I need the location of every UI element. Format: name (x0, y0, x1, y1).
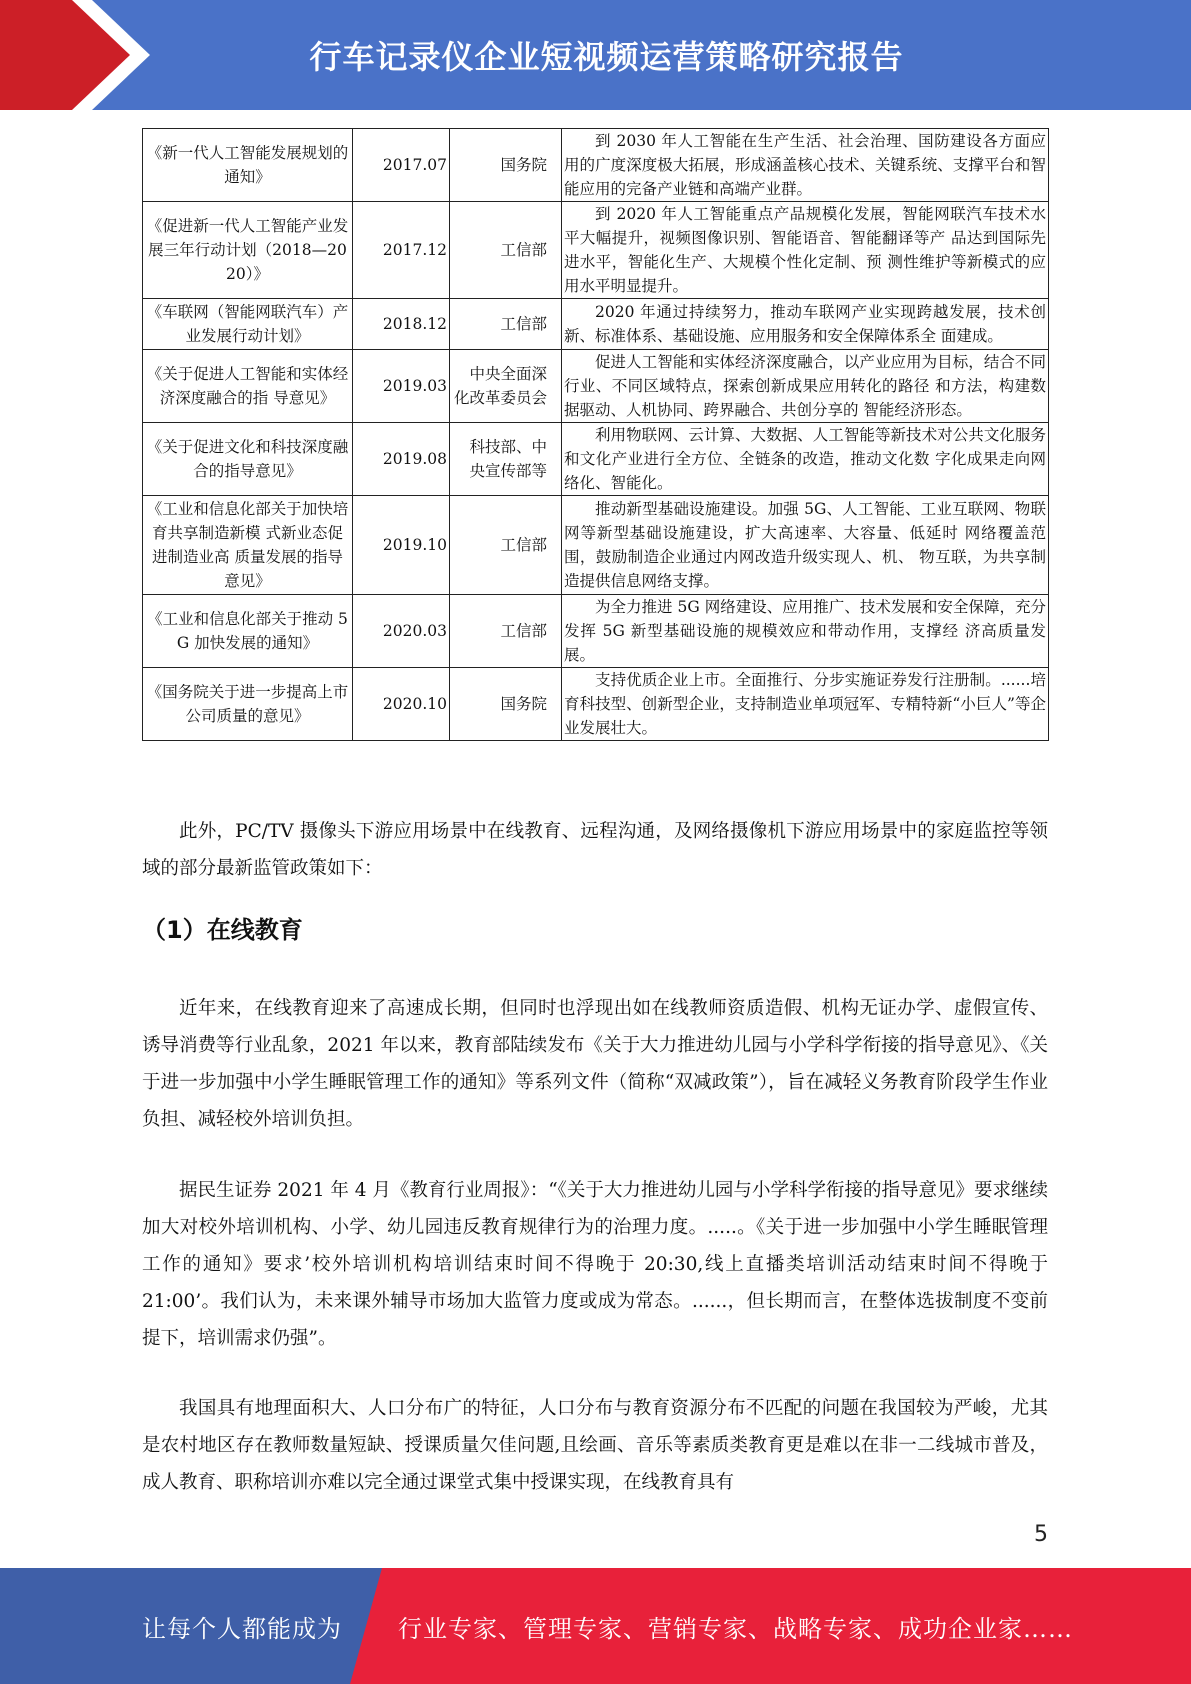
paragraph-block-3 (142, 1390, 1048, 1501)
policy-issuer: 工信部 (450, 595, 562, 668)
policy-date: 2019.10 (353, 496, 450, 595)
policy-date: 2020.03 (353, 595, 450, 668)
policy-date: 2019.03 (353, 350, 450, 423)
table-row (143, 350, 1049, 423)
footer-slogan-left: 让每个人都能成为 (142, 1614, 342, 1643)
policy-content: 到 2030 年人工智能在生产生活、社会治理、国防建设各方面应用的广度深度极大拓展，形成涵盖核心技术、关键系统、支撑平台和智能应用的完备产业链和高端产业群。 (562, 129, 1049, 202)
section-heading: （1）在线教育 (142, 916, 303, 944)
policy-name: 《工业和信息化部关于推动 5G 加快发展的通知》 (143, 595, 353, 668)
policy-issuer: 科技部、中 央宣传部等 (450, 423, 562, 496)
policy-issuer: 国务院 (450, 129, 562, 202)
intro-paragraph: 此外，PC/TV 摄像头下游应用场景中在线教育、远程沟通，及网络摄像机下游应用场景中的家庭监控等领域的部分最新监管政策如下： (142, 821, 1048, 879)
table-row (143, 129, 1049, 202)
policy-name: 《国务院关于进一步提高上市公司质量的意见》 (143, 668, 353, 741)
policy-name: 《工业和信息化部关于加快培育共享制造新模 式新业态促进制造业高 质量发展的指导意见》 (143, 496, 353, 595)
table-row (143, 299, 1049, 350)
policy-date: 2018.12 (353, 299, 450, 350)
policy-date: 2019.08 (353, 423, 450, 496)
policy-table (142, 128, 1049, 741)
page-header (0, 0, 1191, 110)
paragraph-block-2 (142, 1172, 1048, 1357)
policy-issuer: 工信部 (450, 299, 562, 350)
policy-content: 2020 年通过持续努力，推动车联网产业实现跨越发展，技术创新、标准体系、基础设施、应用服务和安全保障体系全 面建成。 (562, 299, 1049, 350)
policy-content: 促进人工智能和实体经济深度融合，以产业应用为目标，结合不同行业、不同区域特点，探索创新成果应用转化的路径 和方法，构建数据驱动、人机协同、跨界融合、共创分享的 智能经济形态。 (562, 350, 1049, 423)
footer-slogan-right: 行业专家、管理专家、营销专家、战略专家、成功企业家…… (398, 1614, 1073, 1643)
intro-block (142, 813, 1048, 887)
table-row (143, 496, 1049, 595)
policy-issuer: 工信部 (450, 496, 562, 595)
policy-content: 到 2020 年人工智能重点产品规模化发展，智能网联汽车技术水平大幅提升，视频图像识别、智能语音、智能翻译等产 品达到国际先进水平，智能化生产、大规模个性化定制、预 测性维护等新模式的应用水平明显提升。 (562, 202, 1049, 299)
page-footer (0, 1568, 1191, 1684)
policy-content: 推动新型基础设施建设。加强 5G、人工智能、工业互联网、物联网等新型基础设施建设，扩大高速率、大容量、低延时 网络覆盖范围，鼓励制造企业通过内网改造升级实现人、机、 物互联，为共享制造提供信息网络支撑。 (562, 496, 1049, 595)
table-row (143, 668, 1049, 741)
table-row (143, 595, 1049, 668)
page-number: 5 (1034, 1522, 1048, 1547)
policy-name: 《关于促进文化和科技深度融合的指导意见》 (143, 423, 353, 496)
policy-content: 支持优质企业上市。全面推行、分步实施证券发行注册制。......培育科技型、创新型企业，支持制造业单项冠军、专精特新“小巨人”等企业发展壮大。 (562, 668, 1049, 741)
paragraph-block-1 (142, 990, 1048, 1138)
table-row (143, 423, 1049, 496)
body-paragraph: 近年来，在线教育迎来了高速成长期，但同时也浮现出如在线教师资质造假、机构无证办学、虚假宣传、诱导消费等行业乱象，2021 年以来，教育部陆续发布《关于大力推进幼儿园与小学科学衔接的指导意见》、《关于进一步加强中小学生睡眠管理工作的通知》等系列文件（简称“双减政策”），旨在减轻义务教育阶段学生作业负担、减轻校外培训负担。 (142, 998, 1048, 1130)
policy-issuer: 工信部 (450, 202, 562, 299)
document-title: 行车记录仪企业短视频运营策略研究报告 (309, 38, 904, 76)
policy-content: 为全力推进 5G 网络建设、应用推广、技术发展和安全保障，充分发挥 5G 新型基础设施的规模效应和带动作用，支撑经 济高质量发展。 (562, 595, 1049, 668)
policy-date: 2017.07 (353, 129, 450, 202)
policy-name: 《促进新一代人工智能产业发展三年行动计划（2018—2020）》 (143, 202, 353, 299)
policy-issuer: 国务院 (450, 668, 562, 741)
table-row (143, 202, 1049, 299)
body-paragraph: 我国具有地理面积大、人口分布广的特征，人口分布与教育资源分布不匹配的问题在我国较为严峻，尤其是农村地区存在教师数量短缺、授课质量欠佳问题,且绘画、音乐等素质类教育更是难以在非一二线城市普及，成人教育、职称培训亦难以完全通过课堂式集中授课实现，在线教育具有 (142, 1398, 1048, 1493)
policy-issuer: 中央全面深 化改革委员会 (450, 350, 562, 423)
policy-name: 《车联网（智能网联汽车）产业发展行动计划》 (143, 299, 353, 350)
body-paragraph: 据民生证券 2021 年 4 月《教育行业周报》：“《关于大力推进幼儿园与小学科学衔接的指导意见》要求继续加大对校外培训机构、小学、幼儿园违反教育规律行为的治理力度。.....。《关于进一步加强中小学生睡眠管理工作的通知》要求’校外培训机构培训结束时间不得晚于 20:30,线上直播类培训活动结束时间不得晚于 21:00’。我们认为，未来课外辅导市场加大监管力度或成为常态。......，但长期而言，在整体选拔制度不变前提下，培训需求仍强”。 (142, 1180, 1048, 1349)
policy-date: 2017.12 (353, 202, 450, 299)
policy-name: 《新一代人工智能发展规划的通知》 (143, 129, 353, 202)
policy-date: 2020.10 (353, 668, 450, 741)
policy-name: 《关于促进人工智能和实体经济深度融合的指 导意见》 (143, 350, 353, 423)
policy-content: 利用物联网、云计算、大数据、人工智能等新技术对公共文化服务和文化产业进行全方位、全链条的改造，推动文化数 字化成果走向网络化、智能化。 (562, 423, 1049, 496)
